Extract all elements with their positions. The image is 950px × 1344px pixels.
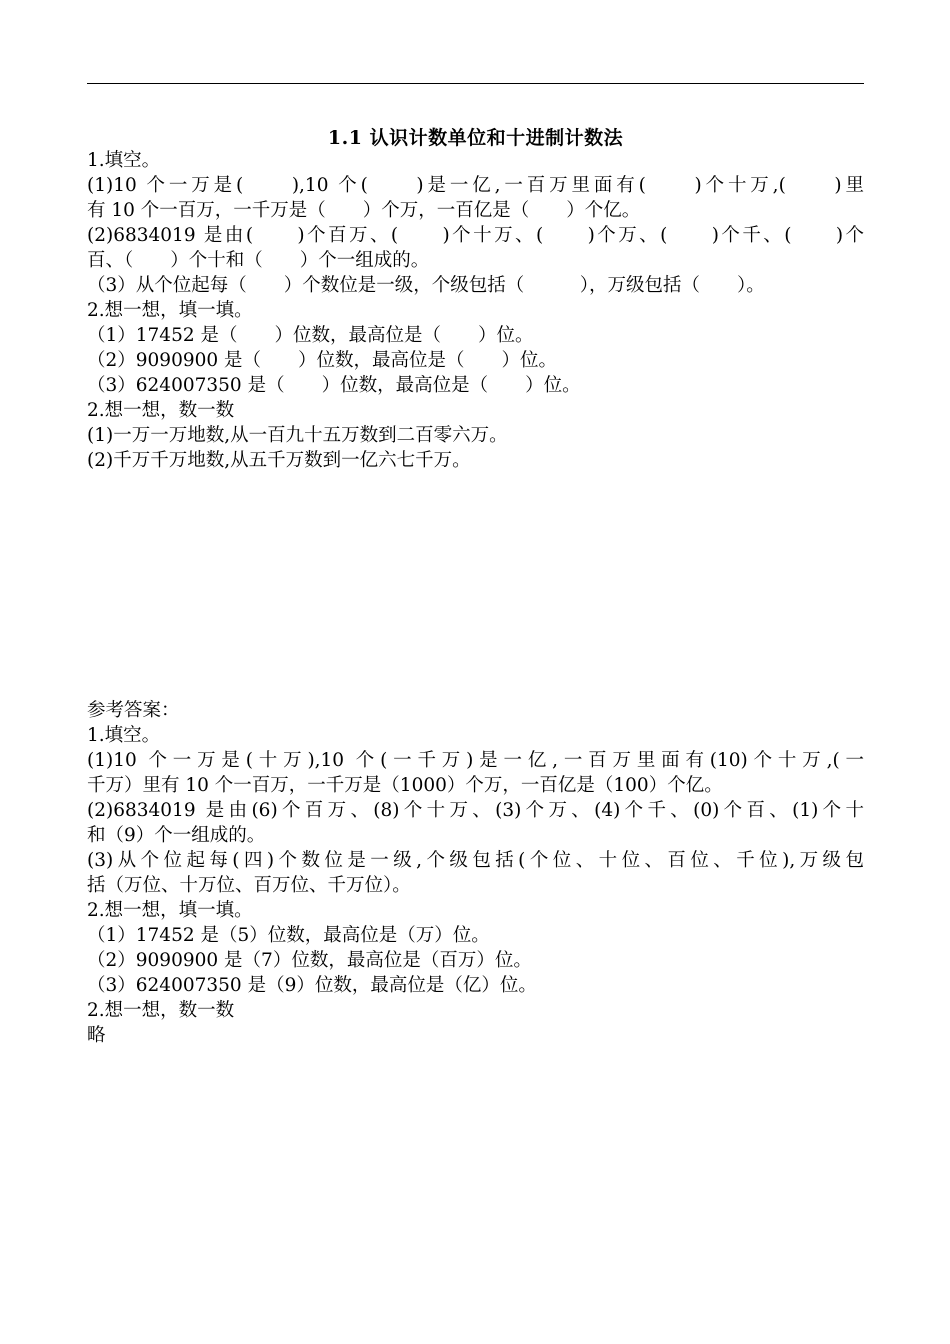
q1-1-line2: 有 10 个一百万，一千万是（ ）个万，一百亿是（ ）个亿。 — [87, 200, 641, 221]
header-rule — [87, 83, 864, 84]
answers-section — [87, 698, 864, 1048]
answers-heading: 参考答案： — [87, 700, 180, 721]
q1-3-line: （3）从个位起每（ ）个数位是一级，个级包括（ ），万级包括（ ）。 — [87, 275, 765, 296]
q2-1-line: （1）17452 是（ ）位数，最高位是（ ）位。 — [87, 325, 534, 346]
a1-3-line2: 括（万位、十万位、百万位、千万位）。 — [87, 875, 411, 896]
a1-2-line1: (2)6834019 是由(6)个百万、(8)个十万、(3)个万、(4)个千、(0)个百、(1)个十 — [87, 800, 864, 821]
q-heading-think-fill: 2.想一想，填一填。 — [87, 300, 253, 321]
a-heading-think-count: 2.想一想，数一数 — [87, 1000, 235, 1021]
a-heading-think-fill: 2.想一想，填一填。 — [87, 900, 253, 921]
a1-1-line1: (1)10 个一万是(十万),10 个(一千万)是一亿,一百万里面有(10)个十万,(一 — [87, 750, 864, 771]
q3-1-line: (1)一万一万地数,从一百九十五万数到二百零六万。 — [87, 425, 508, 446]
q1-1-line1: (1)10 个一万是( ),10 个( )是一亿,一百万里面有( )个十万,( )里 — [87, 175, 864, 196]
a1-3-line1: (3)从个位起每(四)个数位是一级,个级包括(个位、十位、百位、千位),万级包 — [87, 850, 864, 871]
q-heading-fill-blanks: 1.填空。 — [87, 150, 161, 171]
a2-2-line: （2）9090900 是（7）位数，最高位是（百万）位。 — [87, 950, 532, 971]
q1-2-line1: (2)6834019 是由( )个百万、( )个十万、( )个万、( )个千、( )个 — [87, 225, 864, 246]
q1-2-line2: 百、（ ）个十和（ ）个一组成的。 — [87, 250, 430, 271]
a1-1-line2: 千万）里有 10 个一百万，一千万是（1000）个万，一百亿是（100）个亿。 — [87, 775, 723, 796]
a2-1-line: （1）17452 是（5）位数，最高位是（万）位。 — [87, 925, 490, 946]
q3-2-line: (2)千万千万地数,从五千万数到一亿六七千万。 — [87, 450, 471, 471]
q-heading-think-count: 2.想一想，数一数 — [87, 400, 235, 421]
q2-2-line: （2）9090900 是（ ）位数，最高位是（ ）位。 — [87, 350, 558, 371]
q2-3-line: （3）624007350 是（ ）位数，最高位是（ ）位。 — [87, 375, 581, 396]
a-heading-fill-blanks: 1.填空。 — [87, 725, 161, 746]
a1-2-line2: 和（9）个一组成的。 — [87, 825, 266, 846]
questions-section — [87, 148, 864, 473]
a3-omitted: 略 — [87, 1025, 106, 1046]
document-title: 1.1 认识计数单位和十进制计数法 — [327, 127, 624, 149]
a2-3-line: （3）624007350 是（9）位数，最高位是（亿）位。 — [87, 975, 537, 996]
